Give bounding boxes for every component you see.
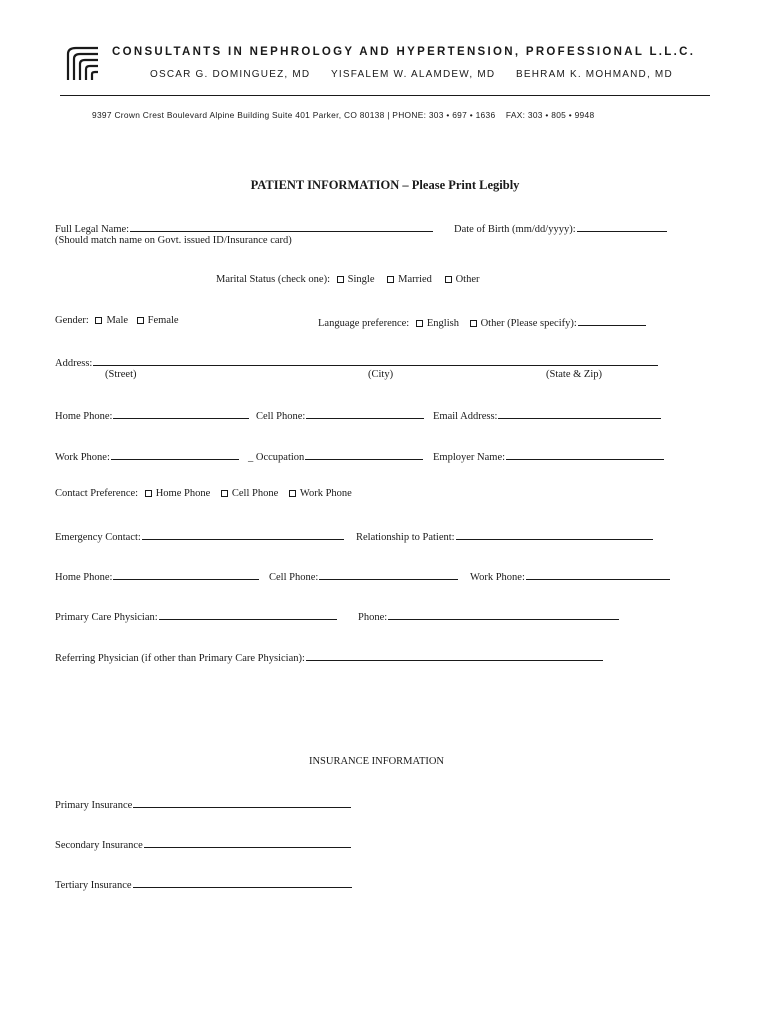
secondary-insurance-field[interactable] <box>144 837 351 848</box>
cell-phone-label: Cell Phone: <box>256 411 306 422</box>
emergency-contact-label: Emergency Contact: <box>55 532 141 543</box>
referring-physician-row <box>55 650 603 664</box>
home-phone-row <box>55 408 249 422</box>
pcp-label: Primary Care Physician: <box>55 612 158 623</box>
language-row <box>318 315 646 329</box>
letterhead-divider <box>60 95 710 96</box>
company-name: CONSULTANTS IN NEPHROLOGY AND HYPERTENSION, PROFESSIONAL L.L.C. <box>112 46 696 58</box>
gender-option-male[interactable]: Male <box>95 315 128 326</box>
home-phone-field[interactable] <box>113 408 249 419</box>
checkbox-icon[interactable] <box>145 490 152 497</box>
occupation-field[interactable] <box>305 449 423 460</box>
emergency-contact-field[interactable] <box>142 529 344 540</box>
dob-row <box>454 221 667 235</box>
address-street-caption: (Street) <box>105 369 137 380</box>
form-title: PATIENT INFORMATION – Please Print Legibly <box>250 178 520 192</box>
language-other-field[interactable] <box>578 315 646 326</box>
doctor-name: YISFALEM W. ALAMDEW, MD <box>331 69 496 80</box>
dob-label: Date of Birth (mm/dd/yyyy): <box>454 224 576 235</box>
primary-insurance-field[interactable] <box>133 797 351 808</box>
practice-address-line: 9397 Crown Crest Boulevard Alpine Building Suite 401 Parker, CO 80138 | PHONE: 303 • 697 • 1636 FAX: 303 • 805 • 9948 <box>92 110 595 120</box>
primary-insurance-label: Primary Insurance <box>55 800 133 811</box>
contact-option-work-phone[interactable]: Work Phone <box>289 488 352 499</box>
primary-insurance-row <box>55 797 351 811</box>
language-option-english[interactable]: English <box>416 318 459 329</box>
ec-work-phone-label: Work Phone: <box>470 572 525 583</box>
contact-option-cell-phone[interactable]: Cell Phone <box>221 488 278 499</box>
pcp-row <box>55 609 337 623</box>
gender-option-female[interactable]: Female <box>137 315 179 326</box>
referring-physician-label: Referring Physician (if other than Primary Care Physician): <box>55 653 305 664</box>
practice-logo-icon <box>66 46 100 82</box>
occupation-row <box>248 449 423 463</box>
ec-home-phone-field[interactable] <box>113 569 259 580</box>
ec-cell-phone-label: Cell Phone: <box>269 572 319 583</box>
checkbox-icon[interactable] <box>470 320 477 327</box>
contact-option-home-phone[interactable]: Home Phone <box>145 488 211 499</box>
ec-cell-phone-row <box>269 569 458 583</box>
contact-preference-row <box>55 488 352 499</box>
address-label: Address: <box>55 358 93 369</box>
contact-preference-label: Contact Preference: <box>55 488 139 499</box>
checkbox-icon[interactable] <box>289 490 296 497</box>
ec-cell-phone-field[interactable] <box>319 569 458 580</box>
marital-option-other[interactable]: Other <box>445 274 480 285</box>
full-name-row <box>55 221 433 235</box>
secondary-insurance-row <box>55 837 351 851</box>
cell-phone-row <box>256 408 424 422</box>
marital-status-row <box>216 274 479 285</box>
tertiary-insurance-row <box>55 877 352 891</box>
checkbox-icon[interactable] <box>137 317 144 324</box>
cell-phone-field[interactable] <box>306 408 424 419</box>
address-city-caption: (City) <box>368 369 394 380</box>
ec-work-phone-field[interactable] <box>526 569 670 580</box>
full-name-label: Full Legal Name: <box>55 224 130 235</box>
pcp-field[interactable] <box>159 609 337 620</box>
relationship-field[interactable] <box>456 529 653 540</box>
language-label: Language preference: <box>318 318 410 329</box>
gender-label: Gender: <box>55 315 89 326</box>
checkbox-icon[interactable] <box>416 320 423 327</box>
work-phone-field[interactable] <box>111 449 239 460</box>
tertiary-insurance-field[interactable] <box>133 877 352 888</box>
checkbox-icon[interactable] <box>445 276 452 283</box>
insurance-heading: INSURANCE INFORMATION <box>308 756 445 767</box>
referring-physician-field[interactable] <box>306 650 603 661</box>
checkbox-icon[interactable] <box>387 276 394 283</box>
email-label: Email Address: <box>433 411 498 422</box>
doctor-name: BEHRAM K. MOHMAND, MD <box>516 69 673 80</box>
doctor-name: OSCAR G. DOMINGUEZ, MD <box>150 69 311 80</box>
pcp-phone-row <box>358 609 619 623</box>
tertiary-insurance-label: Tertiary Insurance <box>55 880 132 891</box>
employer-label: Employer Name: <box>433 452 506 463</box>
ec-home-phone-label: Home Phone: <box>55 572 113 583</box>
pcp-phone-field[interactable] <box>388 609 619 620</box>
address-state-zip-caption: (State & Zip) <box>546 369 602 380</box>
checkbox-icon[interactable] <box>221 490 228 497</box>
language-option-other[interactable]: Other (Please specify): <box>470 318 577 329</box>
employer-field[interactable] <box>506 449 664 460</box>
email-field[interactable] <box>498 408 661 419</box>
pcp-phone-label: Phone: <box>358 612 388 623</box>
work-phone-label: Work Phone: <box>55 452 110 463</box>
employer-row <box>433 449 664 463</box>
full-name-note: (Should match name on Govt. issued ID/Insurance card) <box>55 235 292 246</box>
secondary-insurance-label: Secondary Insurance <box>55 840 143 851</box>
home-phone-label: Home Phone: <box>55 411 113 422</box>
occupation-label: _ Occupation <box>248 452 305 463</box>
gender-row <box>55 315 179 326</box>
ec-home-phone-row <box>55 569 259 583</box>
checkbox-icon[interactable] <box>95 317 102 324</box>
work-phone-row <box>55 449 239 463</box>
address-row <box>55 355 658 369</box>
email-row <box>433 408 661 422</box>
relationship-label: Relationship to Patient: <box>356 532 455 543</box>
ec-work-phone-row <box>470 569 670 583</box>
address-field[interactable] <box>93 355 658 366</box>
relationship-row <box>356 529 653 543</box>
dob-field[interactable] <box>577 221 667 232</box>
checkbox-icon[interactable] <box>337 276 344 283</box>
marital-option-married[interactable]: Married <box>387 274 432 285</box>
full-name-field[interactable] <box>130 221 433 232</box>
marital-status-label: Marital Status (check one): <box>216 274 331 285</box>
marital-option-single[interactable]: Single <box>337 274 375 285</box>
emergency-contact-row <box>55 529 344 543</box>
